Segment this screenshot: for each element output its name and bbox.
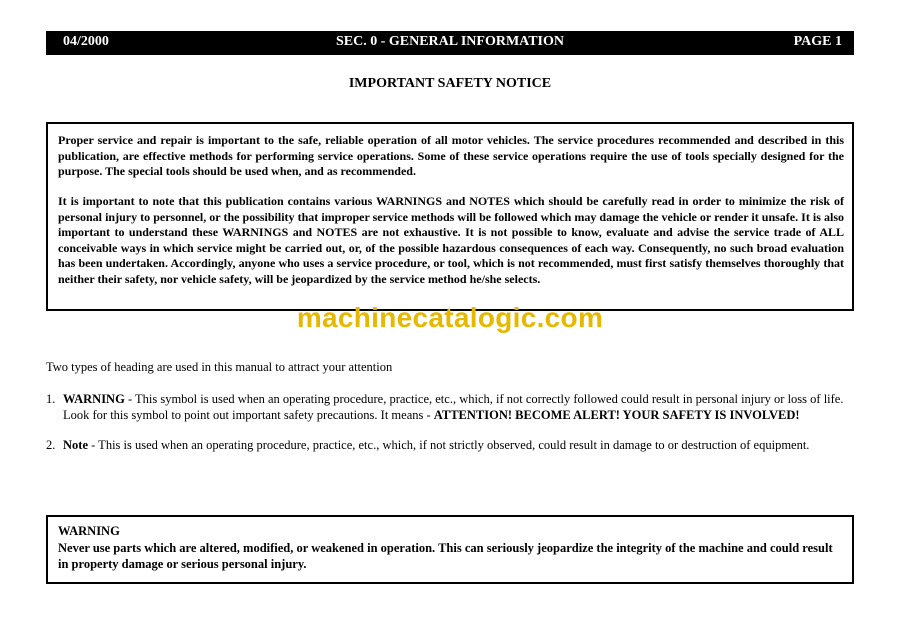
warning-title: WARNING — [58, 524, 120, 538]
page-header — [46, 31, 854, 55]
list-item-text — [63, 438, 853, 454]
list-item-term: Note — [63, 438, 88, 452]
notice-paragraph-1: Proper service and repair is important to the safe, reliable operation of all motor vehicles. The service procedures recommended and described in this publication, are effective methods for performing service operations. Some of these service operations require the use of tools specially designed for the purpose. The special tools should be used when, and as recommended. — [58, 133, 844, 178]
page-title: IMPORTANT SAFETY NOTICE — [348, 76, 552, 91]
warning-body: Never use parts which are altered, modified, or weakened in operation. This can seriously jeopardize the integrity of the machine and could result in property damage or serious personal injury. — [58, 541, 833, 571]
header-date: 04/2000 — [63, 34, 109, 49]
safety-notice-box — [46, 122, 854, 311]
list-item-emphasis: ATTENTION! BECOME ALERT! YOUR SAFETY IS INVOLVED! — [433, 407, 800, 422]
notice-paragraph-2: It is important to note that this publication contains various WARNINGS and NOTES which should be carefully read in order to minimize the risk of personal injury to personnel, or the possibility that improper service methods will be followed which may damage the vehicle or render it unsafe. It is also important to understand these WARNINGS and NOTES are not exhaustive. It is not possible to know, evaluate and advise the service trade of ALL conceivable ways in which service might be carried out, or, of the possible hazardous consequences of each way. Consequently, no such broad evaluation has been undertaken. Accordingly, anyone who uses a service procedure, or tool, which is not recommended, must first satisfy themselves thoroughly that neither their safety, nor vehicle safety, will be jeopardized by the service method he/she selects. — [58, 194, 844, 286]
list-item-term: WARNING — [63, 392, 125, 406]
header-section: SEC. 0 - GENERAL INFORMATION — [335, 34, 565, 49]
intro-text: Two types of heading are used in this manual to attract your attention — [46, 360, 393, 374]
warning-box — [46, 515, 854, 584]
list-item-description: - This is used when an operating procedure, practice, etc., which, if not strictly observed, could result in damage to or destruction of equipment. — [88, 438, 810, 452]
list-item-number: 2. — [46, 438, 56, 452]
list-item-number: 1. — [46, 392, 56, 406]
list-item-text — [63, 392, 853, 423]
header-page-number: PAGE 1 — [793, 34, 842, 49]
list-item-description: - This symbol is used when an operating procedure, practice, etc., which, if not correctly followed could result in personal injury or loss of life. Look for this symbol to point out important safety precautions. It means - — [63, 392, 844, 422]
watermark: machinecatalogic.com — [296, 302, 604, 333]
